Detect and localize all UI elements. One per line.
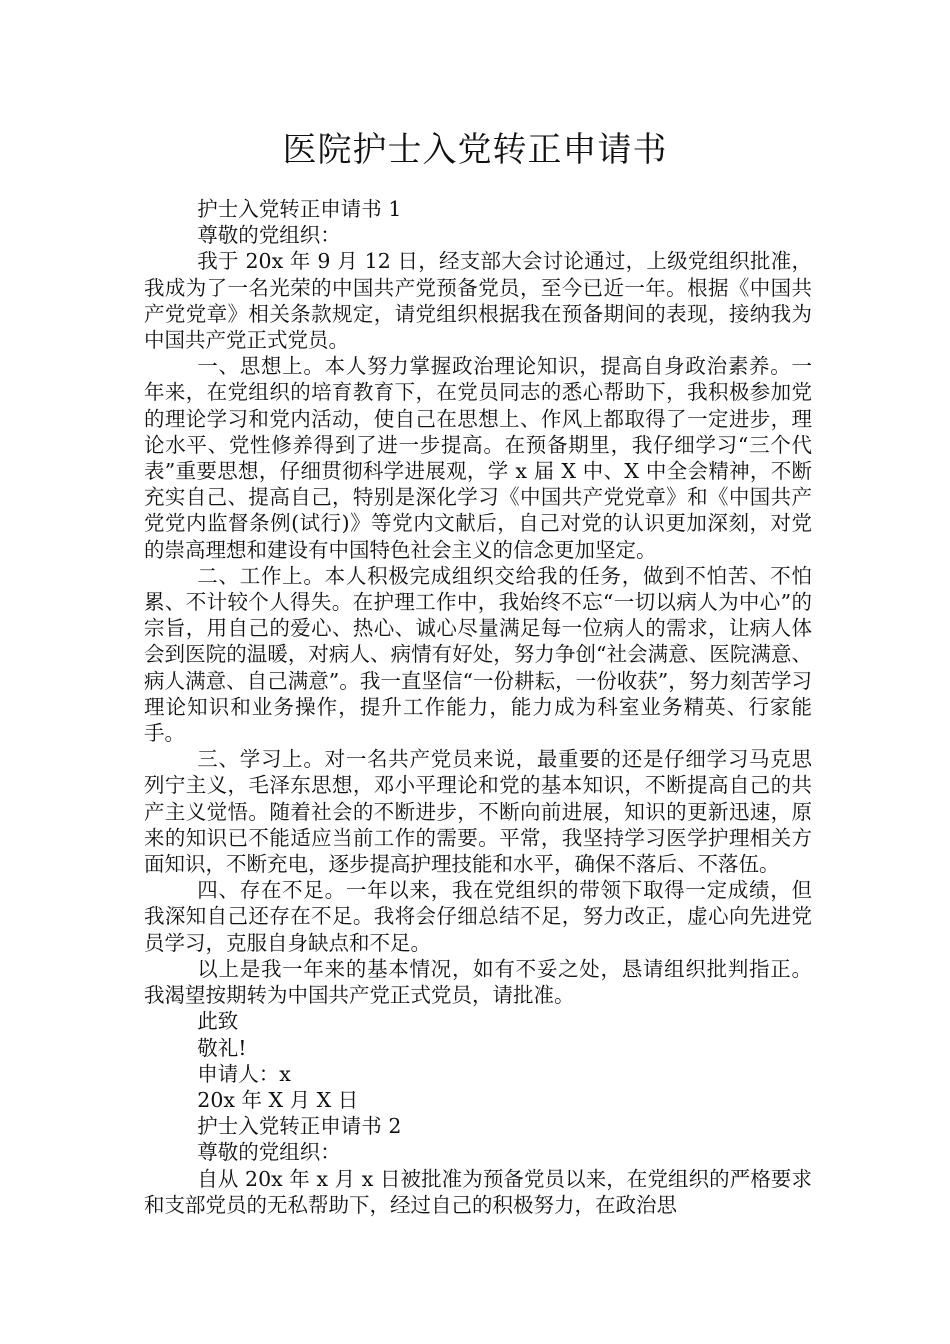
paragraph: 四、存在不足。一年以来，我在党组织的带领下取得一定成绩，但我深知自己还存在不足。我将会仔细总结不足，努力改正，虚心向先进党员学习，克服自身缺点和不足。: [144, 878, 812, 955]
text-line: 此致: [197, 1009, 239, 1034]
text-line: 20x 年 X 月 X 日: [197, 1087, 359, 1112]
text-line: 尊敬的党组织：: [197, 1140, 341, 1165]
paragraph: 二、工作上。本人积极完成组织交给我的任务，做到不怕苦、不怕累、不计较个人得失。在护理工作中，我始终不忘“一切以病人为中心”的宗旨，用自己的爱心、热心、诚心尽量满足每一位病人的需求，让病人体会到医院的温暖，对病人、病情有好处，努力争创“社会满意、医院满意、病人满意、自己满意”。我一直坚信“一份耕耘，一份收获”，努力刻苦学习理论知识和业务操作，提升工作能力，能力成为科室业务精英、行家能手。: [144, 563, 812, 746]
paragraph: 一、思想上。本人努力掌握政治理论知识，提高自身政治素养。一年来，在党组织的培育教育下，在党员同志的悉心帮助下，我积极参加党的理论学习和党内活动，使自己在思想上、作风上都取得了一定进步，理论水平、党性修养得到了进一步提高。在预备期里，我仔细学习“三个代表”重要思想，仔细贯彻科学进展观，学 x 届 X 中、X 中全会精神，不断充实自己、提高自己，特别是深化学习《中国共产党党章》和《中国共产党党内监督条例(试行)》等党内文献后，自己对党的认识更加深刻，对党的崇高理想和建设有中国特色社会主义的信念更加坚定。: [144, 354, 812, 562]
paragraph: 自从 20x 年 x 月 x 日被批准为预备党员以来，在党组织的严格要求和支部党员的无私帮助下，经过自己的积极努力，在政治思: [144, 1166, 812, 1217]
paragraph: 以上是我一年来的基本情况，如有不妥之处，恳请组织批判指正。我渴望按期转为中国共产党正式党员，请批准。: [144, 956, 812, 1008]
text-line: 申请人：x: [197, 1061, 291, 1086]
text-line: 敬礼!: [197, 1035, 247, 1060]
paragraph: 三、学习上。对一名共产党员来说，最重要的还是仔细学习马克思列宁主义，毛泽东思想，邓小平理论和党的基本知识，不断提高自己的共产主义觉悟。随着社会的不断进步，不断向前进展，知识的更新迅速，原来的知识已不能适应当前工作的需要。平常，我坚持学习医学护理相关方面知识，不断充电，逐步提高护理技能和水平，确保不落后、不落伍。: [144, 747, 812, 877]
text-line: 护士入党转正申请书 2: [197, 1114, 402, 1139]
document-body: [144, 196, 812, 1218]
document-title: 医院护士入党转正申请书: [282, 130, 668, 170]
paragraph: 我于 20x 年 9 月 12 日，经支部大会讨论通过，上级党组织批准，我成为了一名光荣的中国共产党预备党员，至今已近一年。根据《中国共产党党章》相关条款规定，请党组织根据我在预备期间的表现，接纳我为中国共产党正式党员。: [144, 249, 812, 353]
text-line: 尊敬的党组织：: [197, 223, 341, 248]
text-line: 护士入党转正申请书 1: [197, 197, 402, 221]
